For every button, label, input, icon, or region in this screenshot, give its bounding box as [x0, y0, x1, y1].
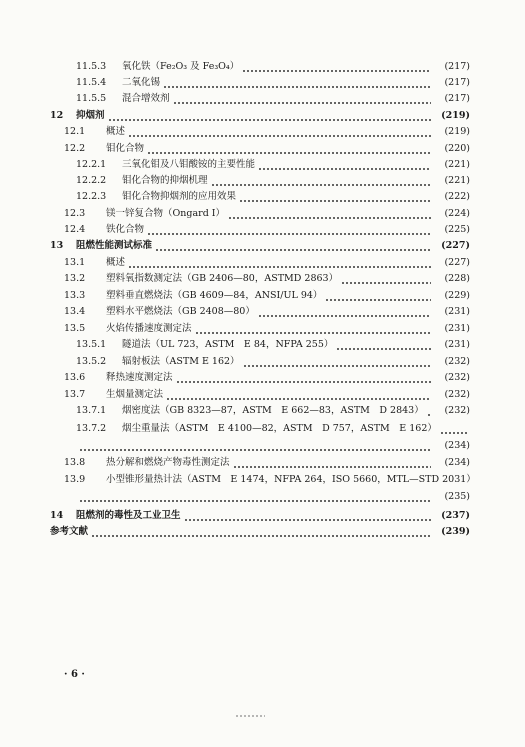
toc-entry — [76, 59, 470, 75]
toc-entry — [64, 124, 470, 140]
toc-entry-page: (228) — [444, 273, 470, 284]
leader-dots — [258, 304, 431, 320]
toc-entry — [64, 387, 470, 403]
leader-dots — [184, 508, 431, 524]
toc-entry-page: (227) — [441, 240, 470, 251]
toc-entry — [76, 421, 470, 437]
toc-entry-number: 12.2.3 — [76, 191, 107, 202]
leader-dots — [195, 321, 431, 337]
toc-entry-page: (234) — [444, 457, 470, 468]
toc-entry-page: (231) — [444, 323, 470, 334]
leader-dots — [147, 222, 431, 238]
toc-entry-title: 塑料垂直燃烧法（GB 4609—84，ANSI/UL 94） — [106, 290, 323, 301]
toc-entry-page: (232) — [444, 372, 470, 383]
toc-entry — [64, 255, 470, 271]
leader-dots — [91, 524, 431, 540]
toc-entry-number: 13.1 — [64, 257, 86, 268]
toc-entry-title: 抑烟剂 — [76, 110, 105, 121]
toc-entry-page: (229) — [444, 290, 470, 301]
toc-entry-title: 烟密度法（GB 8323—87，ASTM E 662—83，ASTM D 2843） — [122, 405, 424, 416]
toc-entry — [76, 173, 470, 189]
toc-entry-title: 隧道法（UL 723，ASTM E 84，NFPA 255） — [122, 339, 334, 350]
toc-entry-number: 12.3 — [64, 208, 86, 219]
toc-entry-page: (217) — [444, 61, 470, 72]
toc-entry-number: 14 — [50, 510, 64, 521]
toc-entry-title: 塑料氧指数测定法（GB 2406—80，ASTMD 2863） — [106, 273, 339, 284]
toc-entry-title: 辐射板法（ASTM E 162） — [122, 356, 240, 367]
toc-entry-number: 13.5.1 — [76, 339, 107, 350]
toc-entry-title: 小型锥形量热计法（ASTM E 1474，NFPA 264，ISO 5660，MTL—STD 2031） — [106, 474, 476, 485]
toc-entry-title: 热分解和燃烧产物毒性测定法 — [106, 457, 230, 468]
toc-entry-number: 11.5.3 — [76, 61, 107, 72]
toc-entry-title: 概述 — [106, 257, 126, 268]
toc-entry-number: 12.4 — [64, 224, 86, 235]
toc-entry-page: (239) — [441, 526, 470, 537]
toc-entry-number: 13.4 — [64, 306, 86, 317]
toc-entry — [76, 189, 470, 205]
leader-dots — [79, 489, 431, 505]
toc-entry-number: 13.9 — [64, 474, 86, 485]
toc-entry — [64, 304, 470, 320]
toc-entry — [64, 206, 470, 222]
toc-entry-title: 铁化合物 — [106, 224, 145, 235]
toc-entry-number: 12.2.2 — [76, 175, 107, 186]
toc-entry-title: 钼化合物的抑烟机理 — [122, 175, 208, 186]
toc-entry-number: 13.7.1 — [76, 405, 107, 416]
toc-entry — [64, 222, 470, 238]
toc-entry-page: (232) — [444, 405, 470, 416]
leader-dots — [166, 387, 431, 403]
leader-dots — [79, 438, 431, 454]
toc-entry-number: 13.6 — [64, 372, 86, 383]
leader-dots — [336, 337, 431, 353]
toc-entry-title: 钼化合物 — [106, 143, 145, 154]
toc-entry-number: 13.8 — [64, 457, 86, 468]
leader-dots — [440, 421, 467, 437]
toc-entry-page: (220) — [444, 143, 470, 154]
leader-dots — [108, 108, 431, 124]
toc-entry — [76, 337, 470, 353]
leader-dots — [176, 370, 431, 386]
toc-entry-title: 塑料水平燃烧法（GB 2408—80） — [106, 306, 255, 317]
toc-entry-title: 阻燃性能测试标准 — [76, 240, 153, 251]
toc-entry — [64, 455, 470, 471]
toc-entry-page: (217) — [444, 93, 470, 104]
toc-entry — [64, 472, 476, 488]
toc-entry — [50, 508, 470, 524]
toc-entry-page: (232) — [444, 356, 470, 367]
toc-entry-number: 12.2 — [64, 143, 86, 154]
toc-entry-page: (219) — [444, 126, 470, 137]
toc-entry-title: 二氧化锡 — [122, 77, 161, 88]
toc-entry — [76, 157, 470, 173]
toc-entry-page: (231) — [444, 306, 470, 317]
toc-entry — [76, 489, 470, 505]
leader-dots — [155, 238, 431, 254]
toc-entry-title: 释热速度测定法 — [106, 372, 173, 383]
toc-entry-page: (227) — [444, 257, 470, 268]
leader-dots — [163, 75, 431, 91]
scan-artifact — [235, 715, 265, 717]
toc-entry — [50, 108, 470, 124]
toc-entry-page: (234) — [444, 440, 470, 451]
leader-dots — [211, 173, 431, 189]
leader-dots — [427, 403, 431, 419]
toc-entry-number: 11.5.5 — [76, 93, 107, 104]
toc-entry-title: 参考文献 — [50, 526, 89, 537]
toc-entry-number: 13.7 — [64, 389, 86, 400]
toc-entry-title: 阻燃剂的毒性及工业卫生 — [76, 510, 181, 521]
leader-dots — [258, 157, 431, 173]
toc-entry-title: 混合增效剂 — [122, 93, 170, 104]
leader-dots — [243, 354, 431, 370]
toc-entry — [76, 403, 470, 419]
toc-entry-title: 钼化合物抑烟剂的应用效果 — [122, 191, 237, 202]
toc-entry-title: 三氧化钼及八钼酸铵的主要性能 — [122, 159, 256, 170]
toc-entry — [76, 75, 470, 91]
toc-entry-page: (221) — [444, 175, 470, 186]
toc-entry-title: 火焰传播速度测定法 — [106, 323, 192, 334]
leader-dots — [128, 255, 431, 271]
toc-entry — [76, 438, 470, 454]
leader-dots — [341, 271, 431, 287]
toc-entry-number: 11.5.4 — [76, 77, 107, 88]
leader-dots — [239, 189, 431, 205]
toc-entry-page: (217) — [444, 77, 470, 88]
leader-dots — [233, 455, 431, 471]
toc-entry-number: 13.3 — [64, 290, 86, 301]
leader-dots — [228, 206, 431, 222]
toc-entry-title: 生烟量测定法 — [106, 389, 164, 400]
toc-entry — [76, 354, 470, 370]
toc-entry-number: 13.2 — [64, 273, 86, 284]
leader-dots — [173, 91, 431, 107]
leader-dots — [128, 124, 431, 140]
page-number: · 6 · — [64, 669, 85, 680]
toc-entry-page: (237) — [441, 510, 470, 521]
toc-entry-page: (231) — [444, 339, 470, 350]
toc-entry-number: 13.7.2 — [76, 423, 107, 434]
toc-entry-title: 镁一锌复合物（Ongard Ⅰ） — [106, 208, 226, 219]
toc-entry-number: 12.1 — [64, 126, 86, 137]
toc-entry-number: 13.5.2 — [76, 356, 107, 367]
toc-entry-page: (224) — [444, 208, 470, 219]
toc-entry-number: 12.2.1 — [76, 159, 107, 170]
toc-entry-number: 12 — [50, 110, 64, 121]
toc-entry-page: (222) — [444, 191, 470, 202]
toc-entry — [64, 141, 470, 157]
toc-entry — [76, 91, 470, 107]
toc-entry — [64, 370, 470, 386]
toc-entry-page: (232) — [444, 389, 470, 400]
toc-entry-number: 13.5 — [64, 323, 86, 334]
toc-entry-number: 13 — [50, 240, 64, 251]
leader-dots — [147, 141, 431, 157]
toc-entry-page: (221) — [444, 159, 470, 170]
toc-entry-title: 概述 — [106, 126, 126, 137]
leader-dots — [325, 288, 431, 304]
toc-entry-page: (235) — [444, 491, 470, 502]
toc-entry-title: 氧化铁（Fe₂O₃ 及 Fe₃O₄） — [122, 61, 240, 72]
toc-entry — [64, 271, 470, 287]
toc-entry — [64, 321, 470, 337]
toc-entry — [64, 288, 470, 304]
leader-dots — [242, 59, 431, 75]
toc-entry — [50, 524, 470, 540]
toc-entry — [50, 238, 470, 254]
toc-entry-title: 烟尘重量法（ASTM E 4100—82，ASTM D 757，ASTM E 162） — [122, 423, 437, 434]
toc-entry-page: (219) — [441, 110, 470, 121]
toc-entry-page: (225) — [444, 224, 470, 235]
